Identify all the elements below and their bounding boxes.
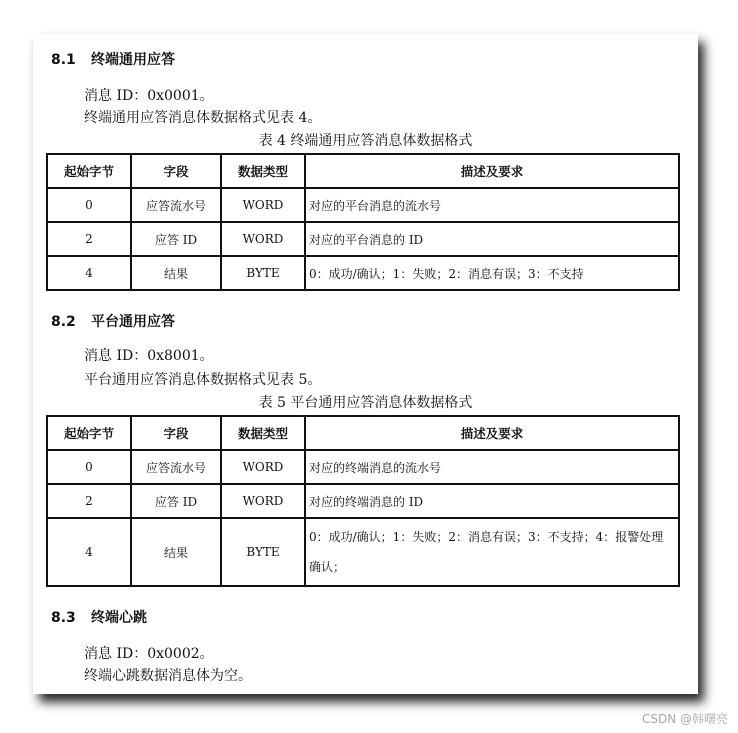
cell-field: 应答流水号 <box>131 188 221 222</box>
table-row <box>47 222 679 256</box>
watermark: CSDN @韩曙亮 <box>641 712 728 726</box>
section-heading-8-2 <box>51 313 175 331</box>
cell-offset: 0 <box>47 188 131 222</box>
table-caption: 表 5 平台通用应答消息体数据格式 <box>258 395 473 411</box>
table-row <box>47 518 679 586</box>
cell-offset: 4 <box>47 256 131 290</box>
cell-field: 应答 ID <box>131 222 221 256</box>
cell-offset: 4 <box>47 518 131 586</box>
section-title: 终端通用应答 <box>91 52 175 68</box>
section-heading-8-3 <box>51 609 147 627</box>
cell-offset: 2 <box>47 484 131 518</box>
cell-description: 对应的终端消息的流水号 <box>305 450 679 484</box>
section-number: 8.2 <box>51 314 76 330</box>
table-row <box>47 450 679 484</box>
section-title: 平台通用应答 <box>91 314 175 330</box>
cell-field: 应答流水号 <box>131 450 221 484</box>
description-line: 终端心跳数据消息体为空。 <box>84 668 252 684</box>
table-header-row <box>47 154 679 188</box>
cell-description: 对应的终端消息的 ID <box>305 484 679 518</box>
section-title: 终端心跳 <box>91 610 147 626</box>
table-row <box>47 188 679 222</box>
cell-type: WORD <box>221 484 305 518</box>
header-description: 描述及要求 <box>305 154 679 188</box>
format-reference-line: 平台通用应答消息体数据格式见表 5。 <box>84 372 322 388</box>
format-reference-line: 终端通用应答消息体数据格式见表 4。 <box>84 110 322 126</box>
cell-offset: 2 <box>47 222 131 256</box>
cell-offset: 0 <box>47 450 131 484</box>
table-row <box>47 256 679 290</box>
cell-description: 对应的平台消息的 ID <box>305 222 679 256</box>
format-table-4 <box>46 153 680 291</box>
header-offset: 起始字节 <box>47 416 131 450</box>
cell-description: 0：成功/确认；1：失败；2：消息有误；3：不支持；4：报警处理确认； <box>305 518 679 586</box>
cell-field: 应答 ID <box>131 484 221 518</box>
cell-type: WORD <box>221 450 305 484</box>
cell-type: BYTE <box>221 256 305 290</box>
cell-type: BYTE <box>221 518 305 586</box>
section-heading-8-1 <box>51 51 175 69</box>
cell-type: WORD <box>221 222 305 256</box>
section-number: 8.3 <box>51 610 76 626</box>
table-row <box>47 484 679 518</box>
header-type: 数据类型 <box>221 416 305 450</box>
table-header-row <box>47 416 679 450</box>
message-id-line: 消息 ID：0x8001。 <box>84 348 214 364</box>
cell-description: 0：成功/确认；1：失败；2：消息有误；3：不支持 <box>305 256 679 290</box>
message-id-line: 消息 ID：0x0001。 <box>84 88 214 104</box>
cell-field: 结果 <box>131 256 221 290</box>
document-page <box>33 34 698 694</box>
cell-type: WORD <box>221 188 305 222</box>
section-number: 8.1 <box>51 52 76 68</box>
header-field: 字段 <box>131 154 221 188</box>
header-offset: 起始字节 <box>47 154 131 188</box>
format-table-5 <box>46 415 680 587</box>
header-description: 描述及要求 <box>305 416 679 450</box>
table-caption: 表 4 终端通用应答消息体数据格式 <box>258 133 473 149</box>
cell-description: 对应的平台消息的流水号 <box>305 188 679 222</box>
header-type: 数据类型 <box>221 154 305 188</box>
cell-field: 结果 <box>131 518 221 586</box>
header-field: 字段 <box>131 416 221 450</box>
message-id-line: 消息 ID：0x0002。 <box>84 646 214 662</box>
